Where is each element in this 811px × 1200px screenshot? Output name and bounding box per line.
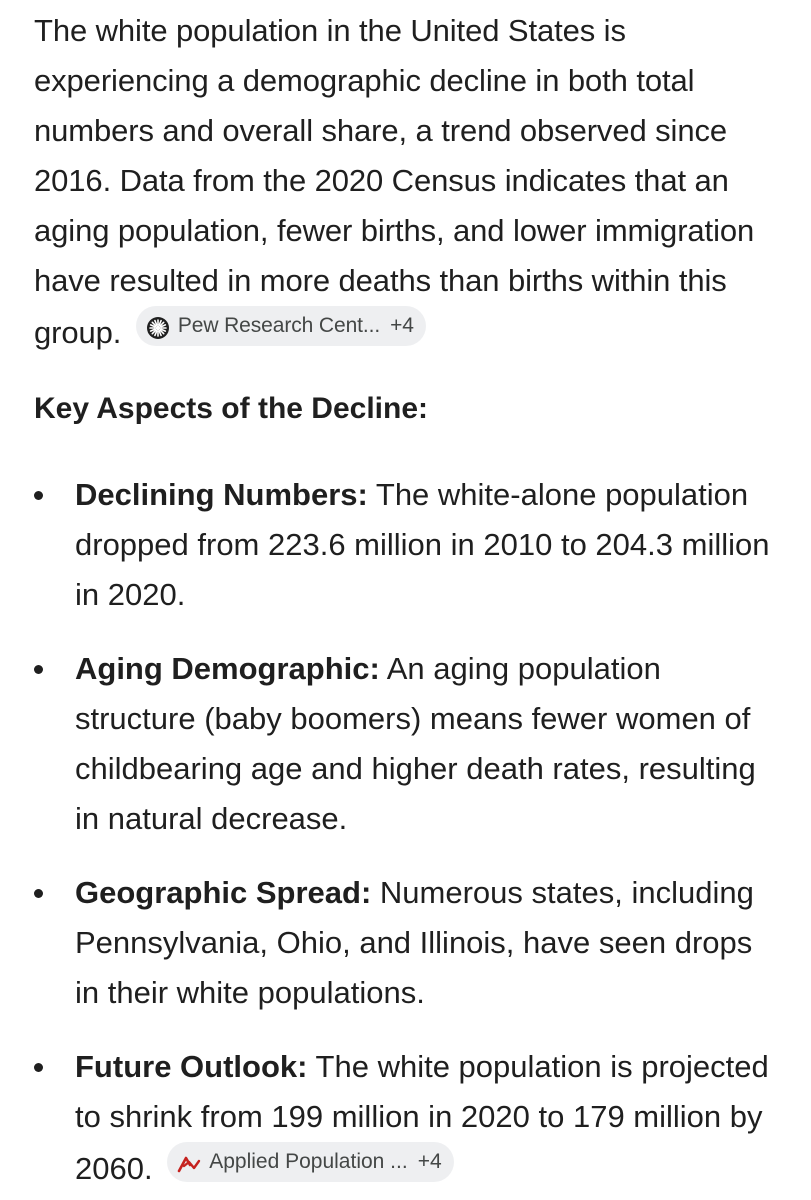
list-item-text: An aging population structure (baby boomers) means fewer women of childbearing age and higher death rates, resulting in natural decrease. (75, 651, 756, 836)
list-item-title: Declining Numbers: (75, 477, 368, 512)
source-chip-pew-research[interactable] (136, 306, 426, 346)
source-chip-count: +4 (390, 314, 414, 337)
applied-population-logo-icon (177, 1150, 201, 1174)
source-chip-applied-population[interactable] (167, 1142, 453, 1182)
list-item-text: The white population is projected to shrink from 199 million in 2020 to 179 million by 2060. (75, 1049, 769, 1186)
list-item-declining-numbers (34, 470, 777, 620)
bullet-dot (34, 491, 43, 500)
list-item-title: Geographic Spread: (75, 875, 372, 910)
pew-research-logo-icon (146, 314, 170, 338)
list-item-title: Future Outlook: (75, 1049, 308, 1084)
source-chip-label: Applied Population ... (209, 1150, 408, 1173)
list-item-title: Aging Demographic: (75, 651, 380, 686)
list-item-geographic-spread (34, 868, 777, 1018)
list-item-aging-demographic (34, 644, 777, 844)
intro-paragraph (34, 0, 777, 358)
list-item-text: Numerous states, including Pennsylvania, Ohio, and Illinois, have seen drops in their white populations. (75, 875, 754, 1010)
source-chip-count: +4 (417, 1150, 442, 1173)
intro-text: The white population in the United States is experiencing a demographic decline in both total numbers and overall share, a trend observed since 2016. Data from the 2020 Census indicates that an aging population, fewer births, and lower immigration have resulted in more deaths than births within this group. (34, 13, 755, 350)
key-aspects-list (34, 470, 777, 1194)
bullet-dot (34, 665, 43, 674)
source-chip-label: Pew Research Cent... (177, 314, 381, 337)
list-item-future-outlook (34, 1042, 777, 1194)
section-heading: Key Aspects of the Decline: (34, 392, 428, 425)
bullet-dot (34, 889, 43, 898)
bullet-dot (34, 1063, 43, 1072)
list-item-text: The white-alone population dropped from 223.6 million in 2010 to 204.3 million in 2020. (75, 477, 770, 612)
